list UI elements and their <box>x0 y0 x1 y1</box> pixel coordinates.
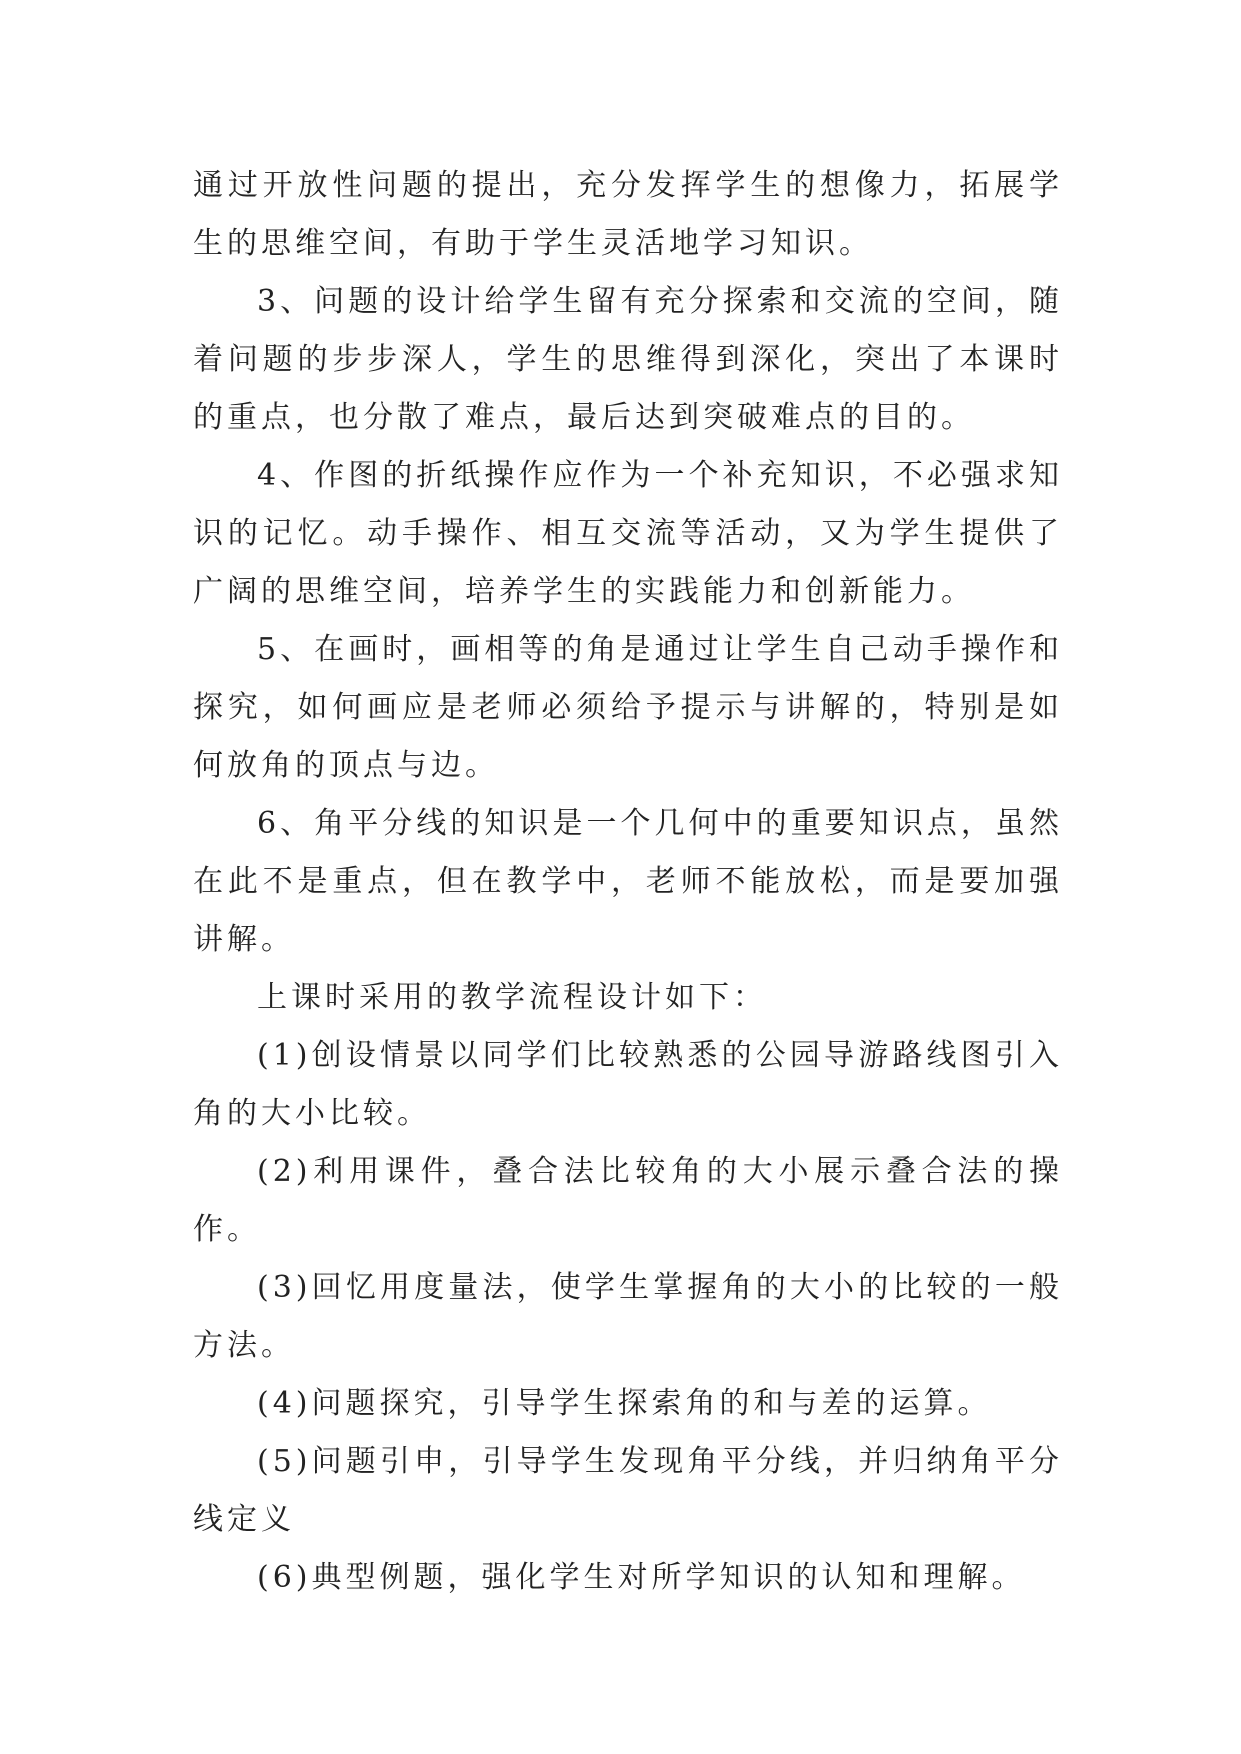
paragraph: 4、作图的折纸操作应作为一个补充知识，不必强求知识的记忆。动手操作、相互交流等活动，又为学生提供了广阔的思维空间，培养学生的实践能力和创新能力。 <box>193 458 1063 609</box>
list-item: (3)回忆用度量法，使学生掌握角的大小的比较的一般方法。 <box>193 1270 1063 1363</box>
paragraph: 上课时采用的教学流程设计如下： <box>257 980 767 1015</box>
list-item: (1)创设情景以同学们比较熟悉的公园导游路线图引入角的大小比较。 <box>193 1038 1063 1131</box>
list-item: (6)典型例题，强化学生对所学知识的认知和理解。 <box>257 1560 1026 1595</box>
list-item: (5)问题引申，引导学生发现角平分线，并归纳角平分线定义 <box>193 1444 1063 1537</box>
list-item: (4)问题探究，引导学生探索角的和与差的运算。 <box>257 1386 992 1421</box>
body-text <box>193 157 1063 1607</box>
paragraph: 3、问题的设计给学生留有充分探索和交流的空间，随着问题的步步深人，学生的思维得到深化，突出了本课时的重点，也分散了难点，最后达到突破难点的目的。 <box>193 284 1063 435</box>
list-item: (2)利用课件，叠合法比较角的大小展示叠合法的操作。 <box>193 1154 1063 1247</box>
paragraph: 通过开放性问题的提出，充分发挥学生的想像力，拓展学生的思维空间，有助于学生灵活地学习知识。 <box>193 168 1063 261</box>
paragraph: 5、在画时，画相等的角是通过让学生自己动手操作和探究，如何画应是老师必须给予提示与讲解的，特别是如何放角的顶点与边。 <box>193 632 1063 783</box>
paragraph: 6、角平分线的知识是一个几何中的重要知识点，虽然在此不是重点，但在教学中，老师不能放松，而是要加强讲解。 <box>193 806 1063 957</box>
